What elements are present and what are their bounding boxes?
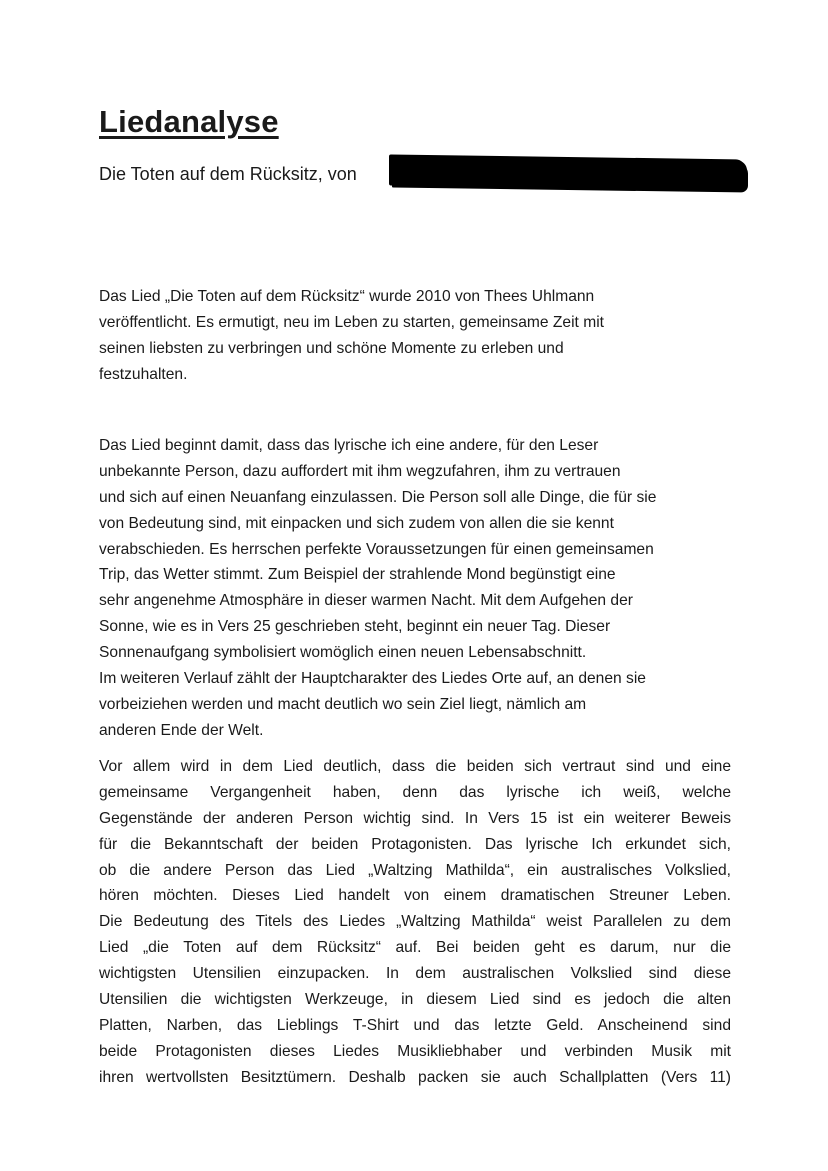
paragraph-line: ihren wertvollsten Besitztümern. Deshalb packen sie auch Schallplatten (Vers 11) (99, 1068, 731, 1086)
paragraph-line: hören möchten. Dieses Lied handelt von einem dramatischen Streuner Leben. (99, 887, 731, 905)
paragraph-line: veröffentlicht. Es ermutigt, neu im Leben zu starten, gemeinsame Zeit mit (99, 313, 605, 331)
paragraph-line: sehr angenehme Atmosphäre in dieser warmen Nacht. Mit dem Aufgehen der (99, 592, 633, 610)
paragraph-line: Die Bedeutung des Titels des Liedes „Waltzing Mathilda“ weist Parallelen zu dem (99, 913, 731, 931)
paragraph-line: Vor allem wird in dem Lied deutlich, dass die beiden sich vertraut sind und eine (99, 758, 731, 775)
paragraph-line: Das Lied „Die Toten auf dem Rücksitz“ wurde 2010 von Thees Uhlmann (99, 288, 595, 305)
document-subtitle: Die Toten auf dem Rücksitz, von (99, 164, 357, 184)
paragraph-line: Utensilien die wichtigsten Werkzeuge, in diesem Lied sind es jedoch die alten (99, 991, 731, 1009)
paragraph-line: Gegenstände der anderen Person wichtig sind. In Vers 15 ist ein weiterer Beweis (99, 809, 731, 827)
paragraph-intro (99, 284, 739, 388)
paragraph-line: für die Bekanntschaft der beiden Protagonisten. Das lyrische Ich erkundet sich, (99, 835, 731, 853)
subtitle-row (99, 158, 759, 190)
paragraph-line: vorbeiziehen werden und macht deutlich wo sein Ziel liegt, nämlich am (99, 695, 587, 713)
paragraph-line: und sich auf einen Neuanfang einzulassen. Die Person soll alle Dinge, die für sie (99, 488, 657, 506)
paragraph-analysis (99, 754, 731, 1091)
paragraph-line: unbekannte Person, dazu auffordert mit ihm wegzufahren, ihm zu vertrauen (99, 462, 621, 480)
paragraph-line: festzuhalten. (99, 365, 188, 383)
redacted-author-block (389, 156, 747, 191)
paragraph-line: Das Lied beginnt damit, dass das lyrische ich eine andere, für den Leser (99, 437, 599, 454)
paragraph-line: ob die andere Person das Lied „Waltzing Mathilda“, ein australisches Volkslied, (99, 861, 731, 879)
paragraph-line: Trip, das Wetter stimmt. Zum Beispiel der strahlende Mond begünstigt eine (99, 566, 616, 584)
paragraph-line: Lied „die Toten auf dem Rücksitz“ auf. Bei beiden geht es darum, nur die (99, 939, 731, 957)
document-title: Liedanalyse (99, 104, 279, 139)
paragraph-line: Im weiteren Verlauf zählt der Hauptcharakter des Liedes Orte auf, an denen sie (99, 670, 646, 688)
paragraph-line: Sonne, wie es in Vers 25 geschrieben steht, beginnt ein neuer Tag. Dieser (99, 618, 611, 636)
paragraph-line: Platten, Narben, das Lieblings T-Shirt und das letzte Geld. Anscheinend sind (99, 1016, 731, 1034)
paragraph-line: wichtigsten Utensilien einzupacken. In dem australischen Volkslied sind diese (99, 965, 731, 983)
paragraph-content-summary (99, 433, 739, 744)
paragraph-line: gemeinsame Vergangenheit haben, denn das lyrische ich weiß, welche (99, 783, 731, 801)
paragraph-line: verabschieden. Es herrschen perfekte Voraussetzungen für einen gemeinsamen (99, 540, 654, 558)
paragraph-line: seinen liebsten zu verbringen und schöne Momente zu erleben und (99, 339, 564, 357)
paragraph-line: Sonnenaufgang symbolisiert womöglich einen neuen Lebensabschnitt. (99, 644, 587, 662)
paragraph-line: von Bedeutung sind, mit einpacken und sich zudem von allen die sie kennt (99, 514, 614, 532)
paragraph-line: anderen Ende der Welt. (99, 721, 264, 739)
paragraph-line: beide Protagonisten dieses Liedes Musikliebhaber und verbinden Musik mit (99, 1042, 731, 1060)
